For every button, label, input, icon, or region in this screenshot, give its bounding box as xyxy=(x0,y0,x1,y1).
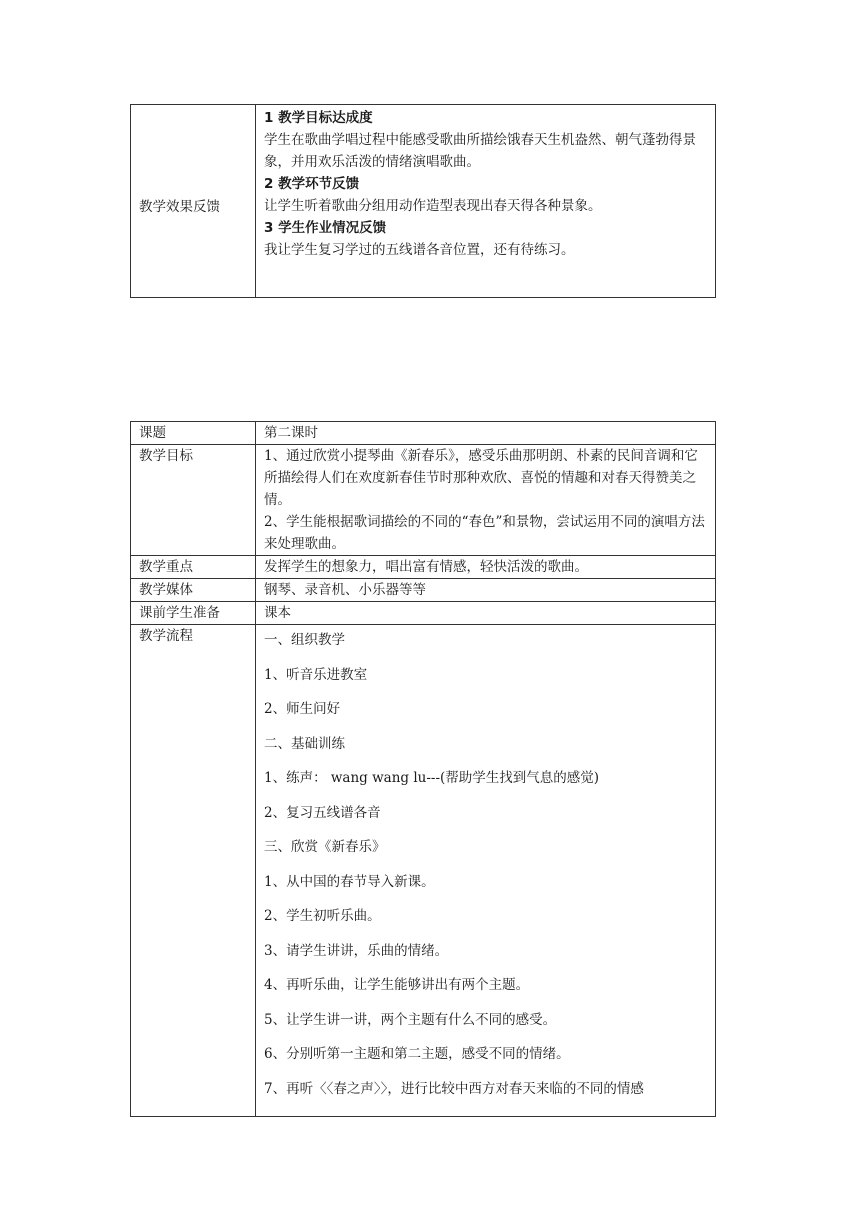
flow-line-5: 1、练声： wang wang lu---(帮助学生找到气息的感觉) xyxy=(264,770,600,786)
topic-value: 第二课时 xyxy=(256,422,716,445)
feedback-content xyxy=(256,105,716,298)
feedback-text-3: 我让学生复习学过的五线谱各音位置，还有待练习。 xyxy=(264,242,575,258)
feedback-label: 教学效果反馈 xyxy=(131,105,256,298)
table-row xyxy=(131,602,716,625)
lesson-table xyxy=(130,421,716,1117)
feedback-heading-1: 1 教学目标达成度 xyxy=(264,110,373,126)
feedback-table xyxy=(130,104,716,298)
prep-value: 课本 xyxy=(256,602,716,625)
goal-paragraph-2: 2、学生能根据歌词描绘的不同的“春色”和景物，尝试运用不同的演唱方法来处理歌曲。 xyxy=(264,514,705,552)
flow-line-11: 4、再听乐曲，让学生能够讲出有两个主题。 xyxy=(264,977,530,993)
flow-line-1: 一、组织教学 xyxy=(264,632,345,648)
flow-line-13: 6、分别听第一主题和第二主题，感受不同的情绪。 xyxy=(264,1046,570,1062)
key-points-value: 发挥学生的想象力，唱出富有情感，轻快活泼的歌曲。 xyxy=(256,556,716,579)
table-row xyxy=(131,556,716,579)
media-label: 教学媒体 xyxy=(131,579,256,602)
flow-line-10: 3、请学生讲讲，乐曲的情绪。 xyxy=(264,942,449,959)
flow-content xyxy=(256,625,716,1117)
flow-line-2: 1、听音乐进教室 xyxy=(264,666,368,683)
flow-line-14: 7、再听〈〈春之声〉〉，进行比较中西方对春天来临的不同的情感 xyxy=(264,1080,644,1097)
table-row xyxy=(131,625,716,1117)
goals-content xyxy=(256,445,716,556)
feedback-heading-2: 2 教学环节反馈 xyxy=(264,176,360,192)
key-points-label: 教学重点 xyxy=(131,556,256,579)
feedback-text-2: 让学生听着歌曲分组用动作造型表现出春天得各种景象。 xyxy=(264,198,602,214)
goal-paragraph-1: 1、通过欣赏小提琴曲《新春乐》，感受乐曲那明朗、朴素的民间音调和它所描绘得人们在欢度新春佳节时那种欢欣、喜悦的情趣和对春天得赞美之情。 xyxy=(264,448,698,508)
flow-line-3: 2、师生问好 xyxy=(264,701,341,717)
media-value: 钢琴、录音机、小乐器等等 xyxy=(256,579,716,602)
prep-label: 课前学生准备 xyxy=(131,602,256,625)
flow-line-8: 1、从中国的春节导入新课。 xyxy=(264,873,435,890)
flow-line-6: 2、复习五线谱各音 xyxy=(264,804,381,821)
flow-line-4: 二、基础训练 xyxy=(264,735,345,752)
table-row xyxy=(131,579,716,602)
goals-label: 教学目标 xyxy=(131,445,256,556)
flow-label: 教学流程 xyxy=(131,625,256,1117)
table-row xyxy=(131,422,716,445)
table-row xyxy=(131,445,716,556)
feedback-heading-3: 3 学生作业情况反馈 xyxy=(264,220,387,236)
topic-label: 课题 xyxy=(131,422,256,445)
feedback-text-1: 学生在歌曲学唱过程中能感受歌曲所描绘饿春天生机盎然、朝气蓬勃得景象，并用欢乐活泼的情绪演唱歌曲。 xyxy=(264,132,696,170)
flow-line-9: 2、学生初听乐曲。 xyxy=(264,908,381,924)
flow-line-12: 5、让学生讲一讲，两个主题有什么不同的感受。 xyxy=(264,1011,557,1028)
flow-line-7: 三、欣赏《新春乐》 xyxy=(264,839,386,855)
